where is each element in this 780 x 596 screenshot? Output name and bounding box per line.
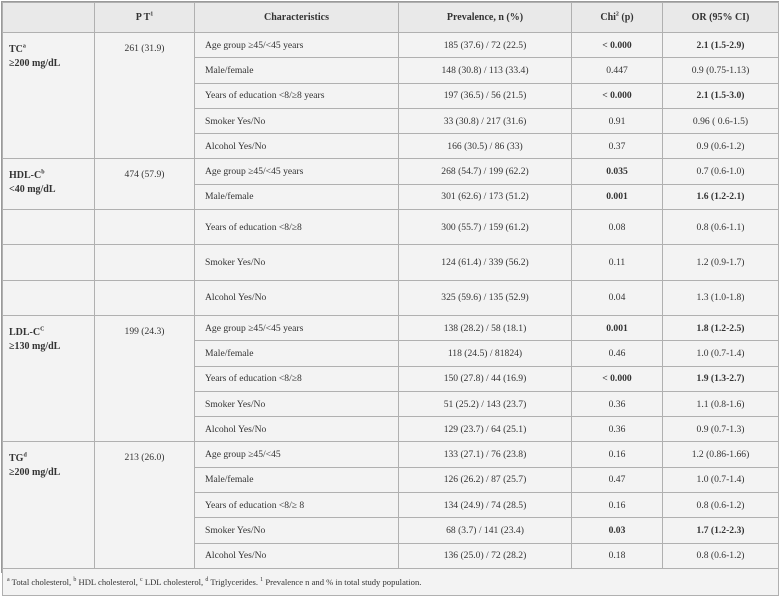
characteristic-cell: Male/female	[195, 58, 399, 83]
chi-cell: 0.37	[572, 134, 663, 159]
prevalence-cell: 166 (30.5) / 86 (33)	[399, 134, 572, 159]
chi-cell: 0.04	[572, 280, 663, 315]
or-cell: 0.96 ( 0.6-1.5)	[663, 108, 779, 133]
characteristic-cell: Years of education <8/≥ 8	[195, 493, 399, 518]
group-label: $TC^a$ ≥200 mg/dL	[3, 33, 95, 159]
prevalence-cell: 185 (37.6) / 72 (22.5)	[399, 33, 572, 58]
chi-cell: 0.16	[572, 493, 663, 518]
or-cell: 0.8 (0.6-1.2)	[663, 543, 779, 568]
chi-cell: < 0.000	[572, 83, 663, 108]
or-cell: 1.7 (1.2-2.3)	[663, 518, 779, 543]
characteristic-cell: Male/female	[195, 184, 399, 209]
chi-cell: 0.16	[572, 442, 663, 467]
characteristic-cell: Age group ≥45/<45 years	[195, 33, 399, 58]
prevalence-cell: 118 (24.5) / 81824)	[399, 341, 572, 366]
characteristic-cell: Years of education <8/≥8 years	[195, 83, 399, 108]
chi-cell: 0.08	[572, 210, 663, 245]
characteristic-cell: Age group ≥45/<45 years	[195, 159, 399, 184]
or-cell: 2.1 (1.5-3.0)	[663, 83, 779, 108]
or-cell: 0.8 (0.6-1.1)	[663, 210, 779, 245]
or-cell: 1.9 (1.3-2.7)	[663, 366, 779, 391]
footnote: $^a$ Total cholesterol, $^b$ HDL cholesterol, $^c$ LDL cholesterol, $^d$ Triglycerides. $^1$ Prevalence n and % in total study population.	[3, 568, 779, 595]
chi-cell: 0.11	[572, 245, 663, 280]
header-or: OR (95% CI)	[663, 3, 779, 33]
group-prevalence	[95, 245, 195, 280]
chi-cell: < 0.000	[572, 366, 663, 391]
chi-cell: 0.36	[572, 417, 663, 442]
group-prevalence: 199 (24.3)	[95, 315, 195, 441]
prevalence-cell: 129 (23.7) / 64 (25.1)	[399, 417, 572, 442]
characteristic-cell: Male/female	[195, 341, 399, 366]
chi-cell: 0.001	[572, 184, 663, 209]
table-row	[3, 280, 779, 315]
table-frame	[1, 1, 779, 587]
chi-cell: 0.46	[572, 341, 663, 366]
table-body	[3, 33, 779, 569]
prevalence-cell: 301 (62.6) / 173 (51.2)	[399, 184, 572, 209]
characteristic-cell: Smoker Yes/No	[195, 391, 399, 416]
characteristic-cell: Alcohol Yes/No	[195, 280, 399, 315]
prevalence-cell: 148 (30.8) / 113 (33.4)	[399, 58, 572, 83]
group-label	[3, 210, 95, 245]
header-blank	[3, 3, 95, 33]
prevalence-cell: 197 (36.5) / 56 (21.5)	[399, 83, 572, 108]
characteristic-cell: Alcohol Yes/No	[195, 417, 399, 442]
chi-cell: 0.91	[572, 108, 663, 133]
group-prevalence	[95, 210, 195, 245]
or-cell: 0.7 (0.6-1.0)	[663, 159, 779, 184]
prevalence-cell: 300 (55.7) / 159 (61.2)	[399, 210, 572, 245]
characteristic-cell: Age group ≥45/<45 years	[195, 315, 399, 340]
group-label	[3, 280, 95, 315]
group-label	[3, 245, 95, 280]
characteristic-cell: Years of education <8/≥8	[195, 210, 399, 245]
prevalence-cell: 126 (26.2) / 87 (25.7)	[399, 467, 572, 492]
or-cell: 1.2 (0.86-1.66)	[663, 442, 779, 467]
prevalence-cell: 136 (25.0) / 72 (28.2)	[399, 543, 572, 568]
table-row	[3, 159, 779, 184]
characteristic-cell: Smoker Yes/No	[195, 518, 399, 543]
prevalence-cell: 124 (61.4) / 339 (56.2)	[399, 245, 572, 280]
characteristic-cell: Male/female	[195, 467, 399, 492]
characteristic-cell: Alcohol Yes/No	[195, 134, 399, 159]
group-label: $TG^d$ ≥200 mg/dL	[3, 442, 95, 568]
prevalence-cell: 51 (25.2) / 143 (23.7)	[399, 391, 572, 416]
chi-cell: < 0.000	[572, 33, 663, 58]
prevalence-cell: 268 (54.7) / 199 (62.2)	[399, 159, 572, 184]
group-prevalence	[95, 280, 195, 315]
header-row	[3, 3, 779, 33]
group-prevalence: 474 (57.9)	[95, 159, 195, 210]
prevalence-cell: 33 (30.8) / 217 (31.6)	[399, 108, 572, 133]
or-cell: 1.2 (0.9-1.7)	[663, 245, 779, 280]
table-row	[3, 33, 779, 58]
or-cell: 1.0 (0.7-1.4)	[663, 467, 779, 492]
prevalence-cell: 68 (3.7) / 141 (23.4)	[399, 518, 572, 543]
or-cell: 1.0 (0.7-1.4)	[663, 341, 779, 366]
group-label: LDL-$C^C$ ≥130 mg/dL	[3, 315, 95, 441]
chi-cell: 0.001	[572, 315, 663, 340]
or-cell: 1.1 (0.8-1.6)	[663, 391, 779, 416]
chi-cell: 0.035	[572, 159, 663, 184]
chi-cell: 0.47	[572, 467, 663, 492]
or-cell: 2.1 (1.5-2.9)	[663, 33, 779, 58]
group-label: HDL-$C^b$ <40 mg/dL	[3, 159, 95, 210]
header-characteristics: Characteristics	[195, 3, 399, 33]
chi-cell: 0.18	[572, 543, 663, 568]
prevalence-cell: 325 (59.6) / 135 (52.9)	[399, 280, 572, 315]
chi-cell: 0.447	[572, 58, 663, 83]
footnote-row	[3, 568, 779, 595]
or-cell: 0.9 (0.75-1.13)	[663, 58, 779, 83]
prevalence-cell: 150 (27.8) / 44 (16.9)	[399, 366, 572, 391]
characteristic-cell: Age group ≥45/<45	[195, 442, 399, 467]
or-cell: 0.9 (0.7-1.3)	[663, 417, 779, 442]
table-row	[3, 442, 779, 467]
results-table	[2, 2, 779, 596]
or-cell: 0.8 (0.6-1.2)	[663, 493, 779, 518]
header-pt: P $T^1$	[95, 3, 195, 33]
characteristic-cell: Alcohol Yes/No	[195, 543, 399, 568]
header-prevalence: Prevalence, n (%)	[399, 3, 572, 33]
group-prevalence: 261 (31.9)	[95, 33, 195, 159]
chi-cell: 0.36	[572, 391, 663, 416]
or-cell: 0.9 (0.6-1.2)	[663, 134, 779, 159]
characteristic-cell: Smoker Yes/No	[195, 108, 399, 133]
prevalence-cell: 134 (24.9) / 74 (28.5)	[399, 493, 572, 518]
table-row	[3, 245, 779, 280]
table-row	[3, 210, 779, 245]
or-cell: 1.3 (1.0-1.8)	[663, 280, 779, 315]
or-cell: 1.6 (1.2-2.1)	[663, 184, 779, 209]
prevalence-cell: 138 (28.2) / 58 (18.1)	[399, 315, 572, 340]
characteristic-cell: Years of education <8/≥8	[195, 366, 399, 391]
or-cell: 1.8 (1.2-2.5)	[663, 315, 779, 340]
prevalence-cell: 133 (27.1) / 76 (23.8)	[399, 442, 572, 467]
characteristic-cell: Smoker Yes/No	[195, 245, 399, 280]
group-prevalence: 213 (26.0)	[95, 442, 195, 568]
header-chi: Chi$^2$ (p)	[572, 3, 663, 33]
table-row	[3, 315, 779, 340]
chi-cell: 0.03	[572, 518, 663, 543]
